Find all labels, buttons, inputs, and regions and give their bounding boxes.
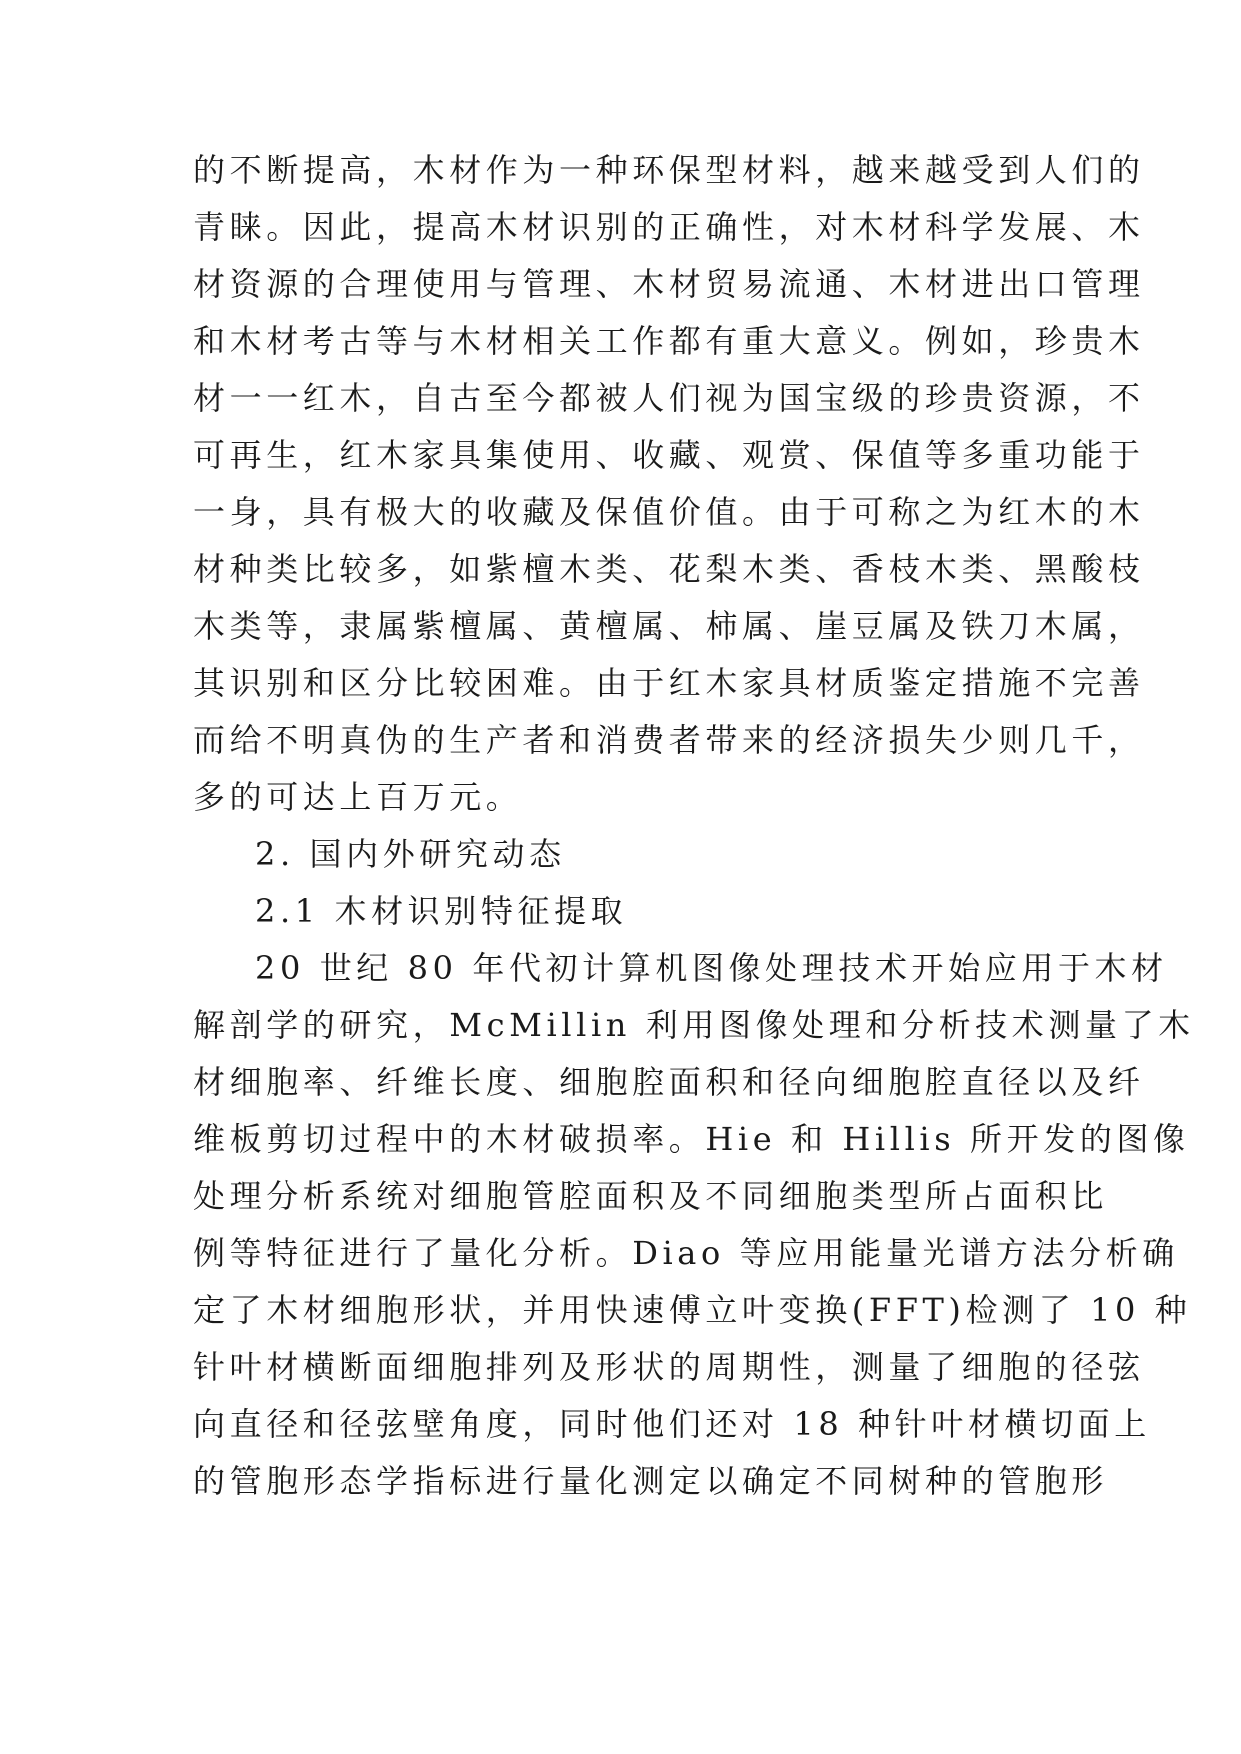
text-line: 材种类比较多，如紫檀木类、花梨木类、香枝木类、黑酸枝 bbox=[193, 550, 1145, 588]
subsection-heading: 2.1 木材识别特征提取 bbox=[255, 892, 628, 930]
text-line: 向直径和径弦壁角度，同时他们还对 18 种针叶材横切面上 bbox=[193, 1405, 1151, 1443]
text-line: 和木材考古等与木材相关工作都有重大意义。例如，珍贵木 bbox=[193, 322, 1145, 360]
text-line: 材细胞率、纤维长度、细胞腔面积和径向细胞腔直径以及纤 bbox=[193, 1063, 1145, 1101]
text-line: 维板剪切过程中的木材破损率。Hie 和 Hillis 所开发的图像 bbox=[193, 1120, 1190, 1158]
text-line: 而给不明真伪的生产者和消费者带来的经济损失少则几千， bbox=[193, 721, 1145, 759]
section-heading: 2. 国内外研究动态 bbox=[255, 835, 566, 873]
text-line: 青睐。因此，提高木材识别的正确性，对木材科学发展、木 bbox=[193, 208, 1145, 246]
text-line: 针叶材横断面细胞排列及形状的周期性，测量了细胞的径弦 bbox=[193, 1348, 1145, 1386]
text-line: 的不断提高，木材作为一种环保型材料，越来越受到人们的 bbox=[193, 151, 1145, 189]
text-line: 例等特征进行了量化分析。Diao 等应用能量光谱方法分析确 bbox=[193, 1234, 1179, 1272]
text-line: 其识别和区分比较困难。由于红木家具材质鉴定措施不完善 bbox=[193, 664, 1145, 702]
text-line: 解剖学的研究，McMillin 利用图像处理和分析技术测量了木 bbox=[193, 1006, 1195, 1044]
text-line: 处理分析系统对细胞管腔面积及不同细胞类型所占面积比 bbox=[193, 1177, 1109, 1215]
text-line: 材一一红木，自古至今都被人们视为国宝级的珍贵资源，不 bbox=[193, 379, 1145, 417]
text-line: 一身，具有极大的收藏及保值价值。由于可称之为红木的木 bbox=[193, 493, 1145, 531]
text-line: 的管胞形态学指标进行量化测定以确定不同树种的管胞形 bbox=[193, 1462, 1109, 1500]
text-line: 多的可达上百万元。 bbox=[193, 778, 523, 816]
text-line: 可再生，红木家具集使用、收藏、观赏、保值等多重功能于 bbox=[193, 436, 1145, 474]
text-line: 定了木材细胞形状，并用快速傅立叶变换(FFT)检测了 10 种 bbox=[193, 1291, 1192, 1329]
text-line: 20 世纪 80 年代初计算机图像处理技术开始应用于木材 bbox=[255, 949, 1168, 987]
text-line: 材资源的合理使用与管理、木材贸易流通、木材进出口管理 bbox=[193, 265, 1145, 303]
text-line: 木类等，隶属紫檀属、黄檀属、柿属、崖豆属及铁刀木属， bbox=[193, 607, 1145, 645]
